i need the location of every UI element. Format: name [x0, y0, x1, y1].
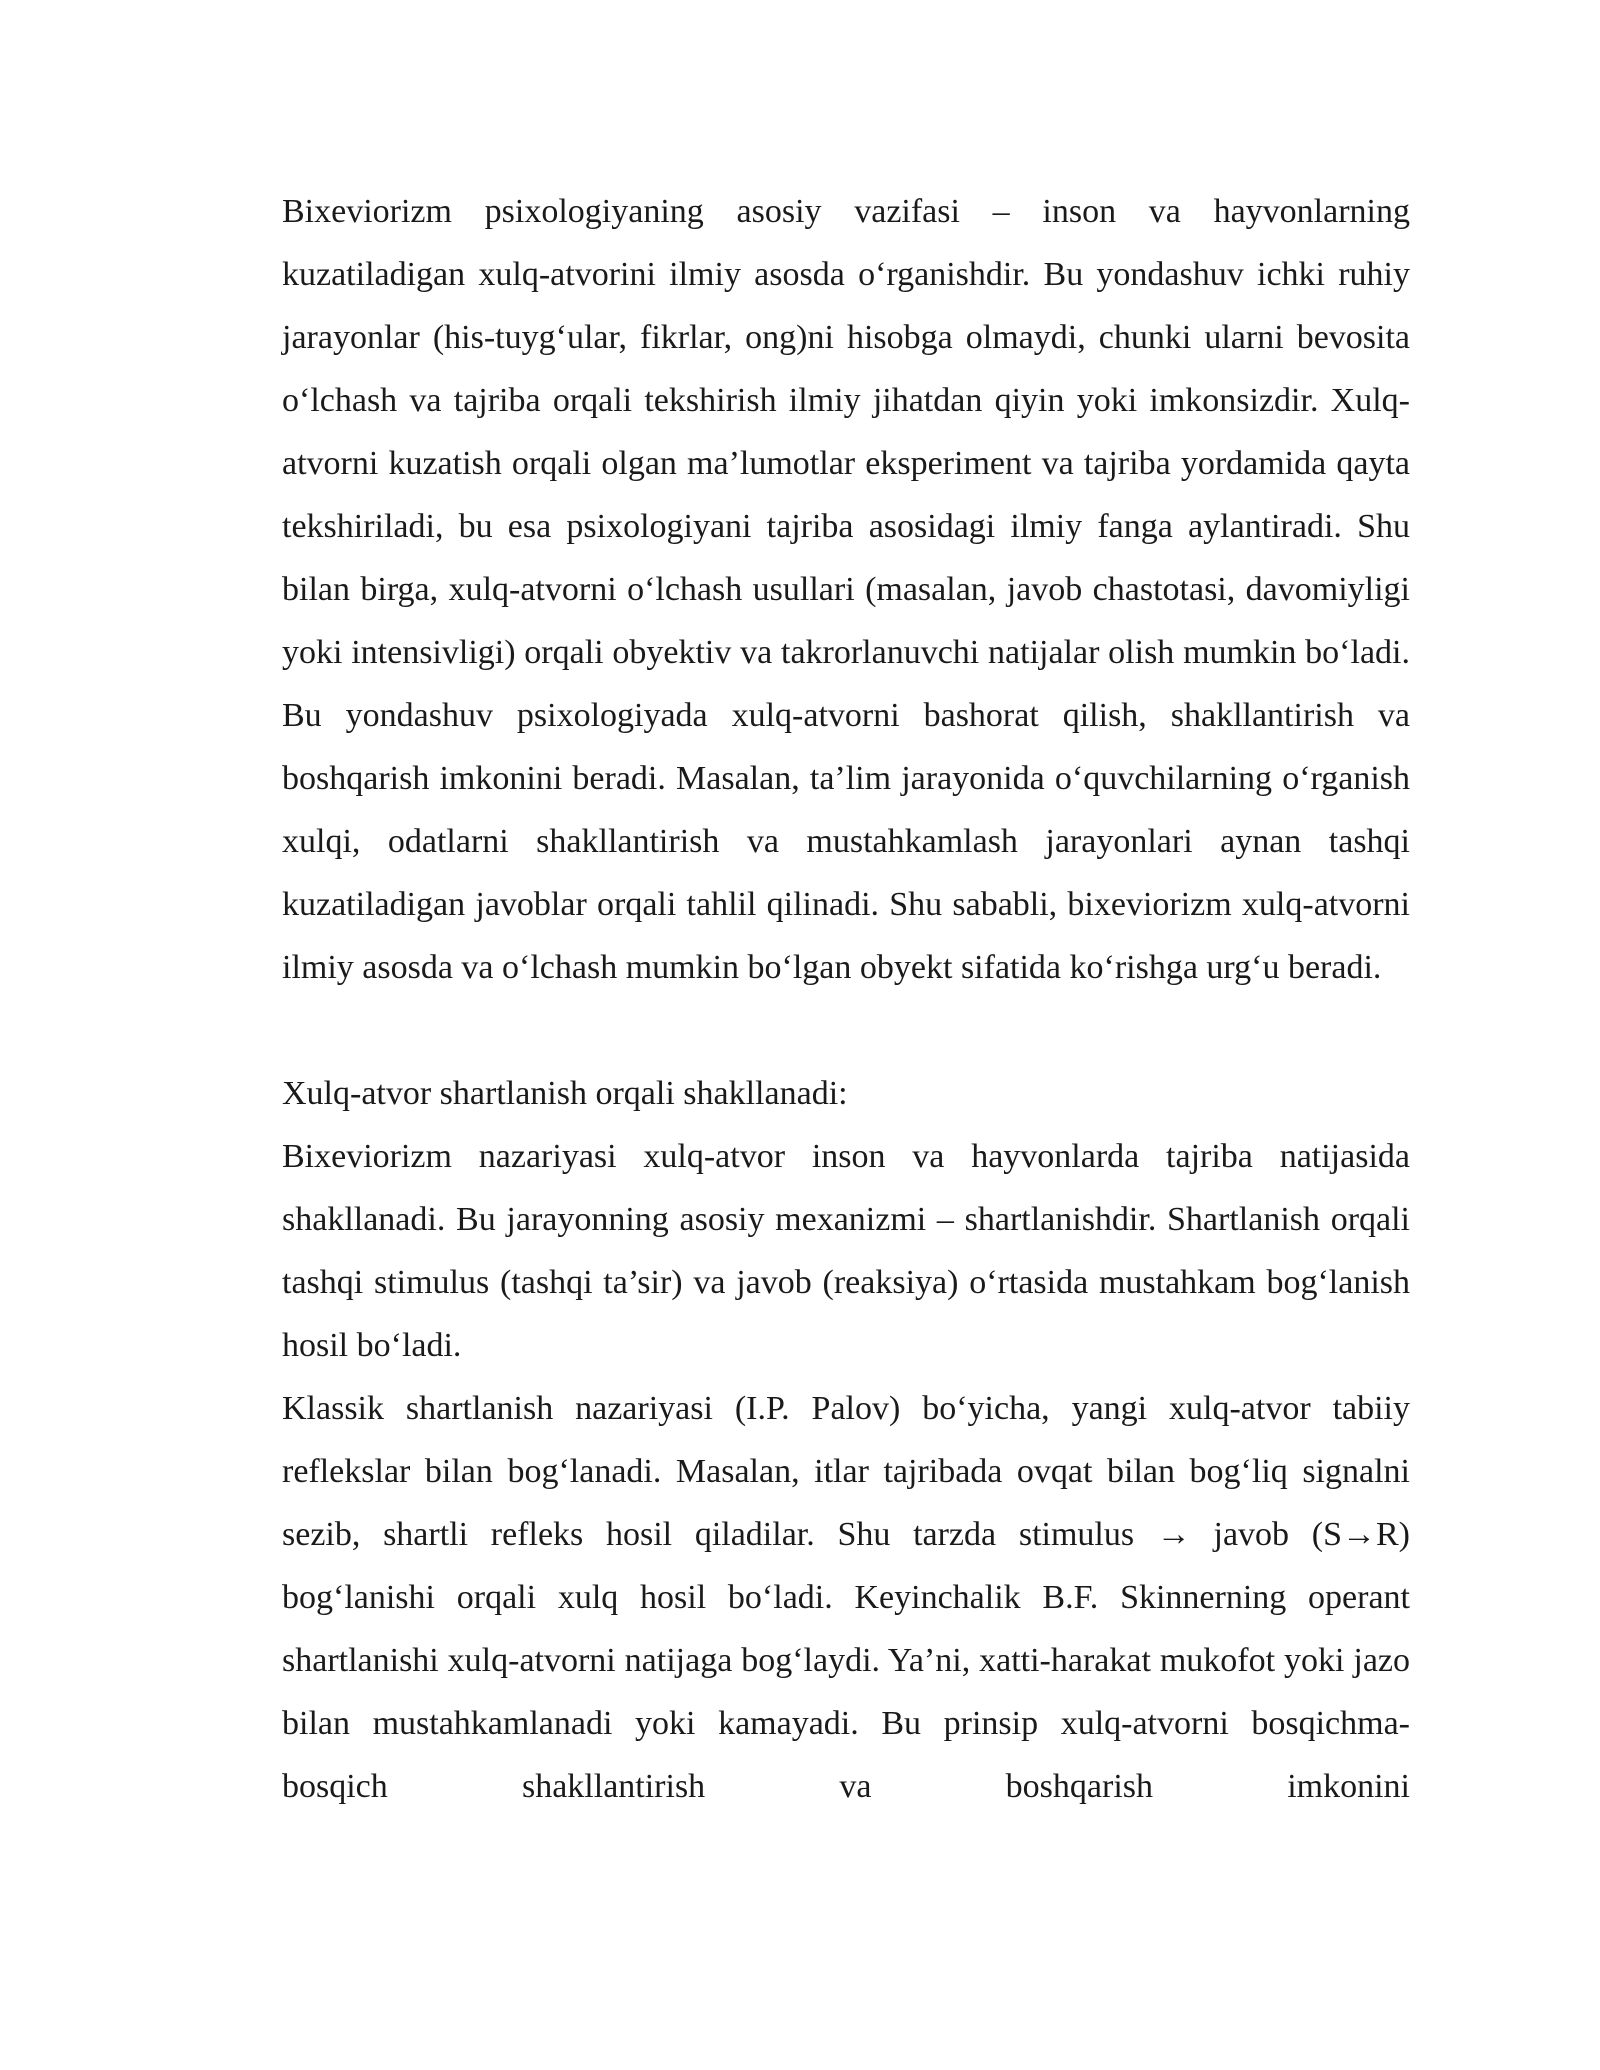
paragraph-classical-conditioning: Klassik shartlanish nazariyasi (I.P. Palov) bo‘yicha, yangi xulq-atvor tabiiy reflekslar bilan bog‘lanadi. Masalan, itlar tajribada ovqat bilan bog‘liq signalni sezib, shartli refleks hosil qiladilar. Shu tarzda stimulus → javob (S→R) bog‘lanishi orqali xulq hosil bo‘ladi. Keyinchalik B.F. Skinnerning operant shartlanishi xulq-atvorni natijaga bog‘laydi. Ya’ni, xatti-harakat mukofot yoki jazo bilan mustahkamlanadi yoki kamayadi. Bu prinsip xulq-atvorni bosqichma-bosqich shakllantirish va boshqarish imkonini — [282, 1390, 1410, 1805]
paragraph-conditioning-theory: Bixeviorizm nazariyasi xulq-atvor inson va hayvonlarda tajriba natijasida shakllanadi. Bu jarayonning asosiy mexanizmi – shartlanishdir. Shartlanish orqali tashqi stimulus (tashqi ta’sir) va javob (reaksiya) o‘rtasida mustahkam bog‘lanish hosil bo‘ladi. — [282, 1138, 1410, 1364]
paragraph-behaviorism-task: Bixeviorizm psixologiyaning asosiy vazifasi – inson va hayvonlarning kuzatiladigan xulq-atvorini ilmiy asosda o‘rganishdir. Bu yondashuv ichki ruhiy jarayonlar (his-tuyg‘ular, fikrlar, ong)ni hisobga olmaydi, chunki ularni bevosita o‘lchash va tajriba orqali tekshirish ilmiy jihatdan qiyin yoki imkonsizdir. Xulq-atvorni kuzatish orqali olgan ma’lumotlar eksperiment va tajriba yordamida qayta tekshiriladi, bu esa psixologiyani tajriba asosidagi ilmiy fanga aylantiradi. Shu bilan birga, xulq-atvorni o‘lchash usullari (masalan, javob chastotasi, davomiyligi yoki intensivligi) orqali obyektiv va takrorlanuvchi natijalar olish mumkin bo‘ladi. Bu yondashuv psixologiyada xulq-atvorni bashorat qilish, shakllantirish va boshqarish imkonini beradi. Masalan, ta’lim jarayonida o‘quvchilarning o‘rganish xulqi, odatlarni shakllantirish va mustahkamlash jarayonlari aynan tashqi kuzatiladigan javoblar orqali tahlil qilinadi. Shu sababli, bixeviorizm xulq-atvorni ilmiy asosda va o‘lchash mumkin bo‘lgan obyekt sifatida ko‘rishga urg‘u beradi. — [282, 193, 1410, 986]
section-heading-conditioning: Xulq-atvor shartlanish orqali shakllanadi: — [282, 1075, 848, 1112]
document-body — [282, 180, 1410, 1818]
